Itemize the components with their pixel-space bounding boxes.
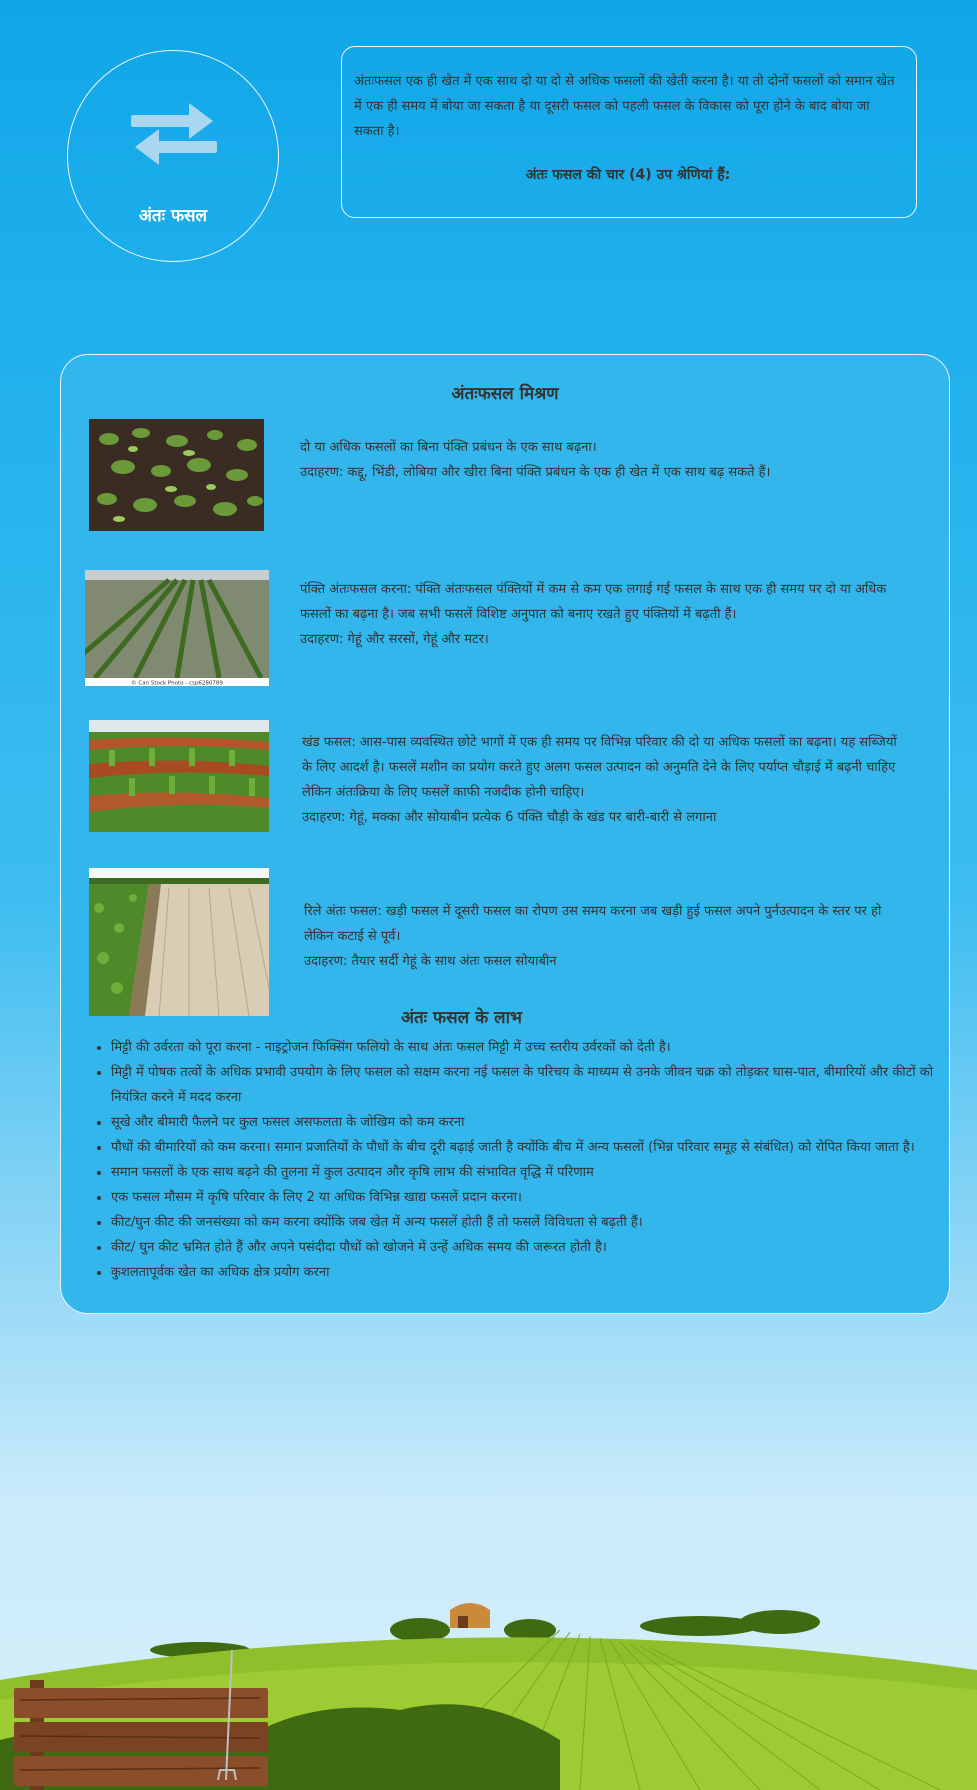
mixed-crop-photo (89, 419, 264, 531)
entry-line: दो या अधिक फसलों का बिना पंक्ति प्रबंधन के एक साथ बढ़ना। (300, 440, 597, 455)
entry-line: उदाहरण: गेहूं और सरसों, गेहूं और मटर। (300, 632, 489, 647)
row-crop-text (300, 577, 910, 652)
strip-crop-text (302, 730, 902, 830)
benefit-item: • कुशलतापूर्वक खेत का अधिक क्षेत्र प्रयोग करना (111, 1260, 941, 1285)
entry-line: उदाहरण: गेहूं, मक्का और सोयाबीन प्रत्येक 6 पंक्ति चौड़ी के खंड पर बारी-बारी से लगाना (302, 810, 717, 825)
benefit-item: • कीट/घुन कीट की जनसंख्या को कम करना क्योंकि जब खेत में अन्य फसलें होती हैं तो फसलें विविधता से बढ़ती हैं। (111, 1210, 941, 1235)
swap-arrows-icon (131, 101, 217, 167)
topic-circle (67, 50, 279, 262)
barn-icon (450, 1603, 490, 1628)
benefit-item: • एक फसल मौसम में कृषि परिवार के लिए 2 या अधिक विभिन्न खाद्य फसलें प्रदान करना। (111, 1185, 941, 1210)
photo-caption: © Can Stock Photo - csp6280789 (131, 680, 223, 686)
entry-line: उदाहरण: कद्दू, भिंडी, लोबिया और खीरा बिना पंक्ति प्रबंधन के एक ही खेत में एक साथ बढ़ सकते हैं। (300, 465, 771, 480)
intro-text: अंतःफसल एक ही खेत में एक साथ दो या दो से अधिक फसलों की खेती करना है। या तो दोनों फसलों को समान खेत में एक ही समय में बोया जा सकता है या दूसरी फसल को पहली फसल के विकास को पूरा होने के बाद बोया जा सकता है। (354, 74, 895, 139)
topic-title: अंतः फसल (138, 206, 208, 226)
intro-box (341, 46, 917, 218)
benefit-item: • सूखे और बीमारी फैलने पर कुल फसल असफलता के जोखिम को कम करना (111, 1110, 941, 1135)
row-crop-photo (85, 570, 269, 686)
benefit-item: • समान फसलों के एक साथ बढ़ने की तुलना में कुल उत्पादन और कृषि लाभ की संभावित वृद्धि में परिणाम (111, 1160, 941, 1185)
entry-line: रिले अंतः फसल: खड़ी फसल में दूसरी फसल का रोपण उस समय करना जब खड़ी हुई फसल अपने पुर्नउत्पादन के स्तर पर हो लेकिन कटाई से पूर्व। (304, 904, 882, 944)
intro-subheading: अंतः फसल की चार (4) उप श्रेणियां हैं: (525, 167, 731, 183)
benefit-item: • मिट्टी की उर्वरता को पूरा करना - नाइट्रोजन फिक्सिंग फलियो के साथ अंतः फसल मिट्टी में उच्च स्तरीय उर्वरकों को देती है। (111, 1035, 941, 1060)
benefit-item: • पौधों की बीमारियों को कम करना। समान प्रजातियों के पौधों के बीच दूरी बढ़ाई जाती है क्योंकि बीच में अन्य फसलों (भिन्न परिवार समूह से संबंधित) को रोपित किया जाता है। (111, 1135, 941, 1160)
section-title: अंतःफसल मिश्रण (451, 384, 559, 404)
relay-crop-photo (89, 868, 269, 1016)
mixed-crop-text (300, 435, 920, 485)
benefit-item: • कीट/ घुन कीट भ्रमित होते हैं और अपने पसंदीदा पौधों को खोजने में उन्हें अधिक समय की जरूरत होती है। (111, 1235, 941, 1260)
entry-line: पंक्ति अंतःफसल करना: पंक्ति अंतःफसल पंक्तियों में कम से कम एक लगाई गई फसल के साथ एक ही समय पर दो या अधिक फसलों का बढ़ना है। जब सभी फसलें विशिष्ट अनुपात को बनाए रखते हुए पंक्तियों में बढ़ती हैं। (300, 582, 887, 622)
farm-landscape-illustration (0, 1560, 977, 1790)
intercropping-panel (60, 354, 950, 1314)
entry-line: उदाहरण: तैयार सर्दी गेहूं के साथ अंतः फसल सोयाबीन (304, 954, 557, 969)
benefits-list (91, 1035, 941, 1285)
benefits-title: अंतः फसल के लाभ (401, 1008, 522, 1028)
entry-line: खंड फसल: आस-पास व्यवस्थित छोटे भागों में एक ही समय पर विभिन्न परिवार की दो या अधिक फसलों का बढ़ना। यह सब्जियों के लिए आदर्श है। फसलें मशीन का प्रयोग करते हुए अलग फसल उत्पादन को अनुमति देने के लिए पर्याप्त चौड़ाई में बढ़नी चाहिए लेकिन अंतःक्रिया के लिए फसलें काफी नजदीक होनी चाहिए। (302, 735, 897, 800)
benefit-item: • मिट्टी में पोषक तत्वों के अधिक प्रभावी उपयोग के लिए फसल को सक्षम करना नई फसल के परिचय के माध्यम से उनके जीवन चक्र को तोड़कर घास-पात, बीमारियों और कीटों को नियंत्रित करने में मदद करना (111, 1060, 941, 1110)
relay-crop-text (304, 899, 894, 974)
strip-crop-photo (89, 720, 269, 832)
